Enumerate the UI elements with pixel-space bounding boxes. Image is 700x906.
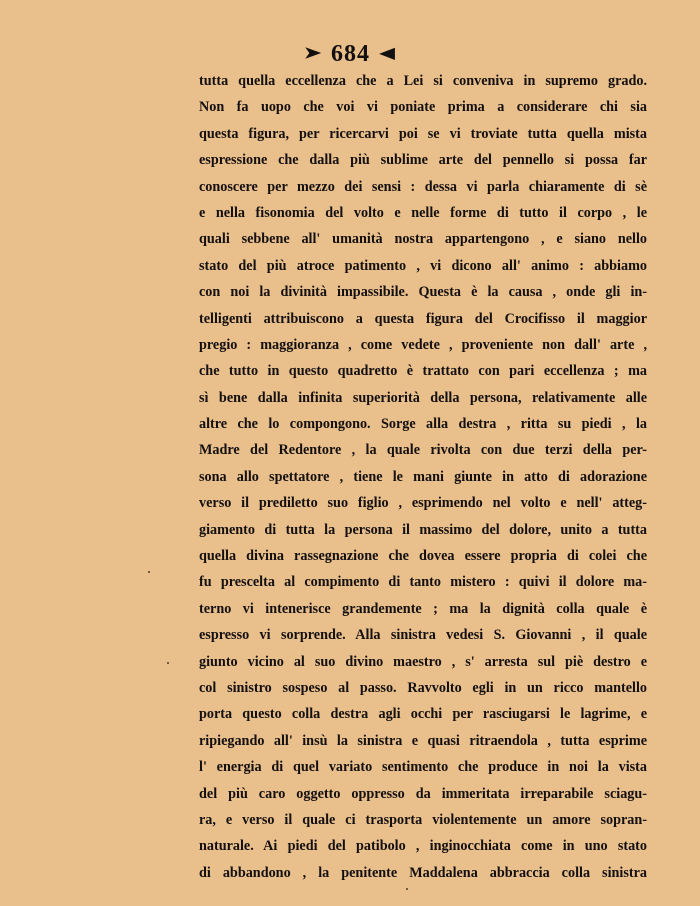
text-line: espresso vi sorprende. Alla sinistra vedesi S. Giovanni , il quale: [199, 627, 647, 644]
text-line: espressione che dalla più sublime arte del pennello si possa far: [199, 152, 647, 169]
text-line: fu prescelta al compimento di tanto mistero : quivi il dolore ma-: [199, 574, 647, 591]
text-line: ra, e verso il quale ci trasporta violentemente un amore sopran-: [199, 811, 647, 828]
text-line: quali sebbene all' umanità nostra appartengono , e siano nello: [199, 231, 647, 248]
text-line: sì bene dalla infinita superiorità della persona, relativamente alle: [199, 389, 647, 406]
text-line: e nella fisonomia del volto e nelle forme di tutto il corpo , le: [199, 204, 647, 221]
left-ornament-icon: ➤: [303, 45, 323, 62]
text-line: tutta quella eccellenza che a Lei si conveniva in supremo grado.: [199, 73, 647, 89]
print-speck: [167, 662, 169, 664]
text-line: verso il prediletto suo figlio , esprimendo nel volto e nell' atteg-: [199, 495, 647, 512]
text-line: naturale. Ai piedi del patibolo , inginocchiata come in uno stato: [199, 838, 647, 855]
text-line: Madre del Redentore , la quale rivolta con due terzi della per-: [199, 442, 647, 459]
text-line: con noi la divinità impassibile. Questa è la causa , onde gli in-: [199, 284, 647, 301]
text-line: pregio : maggioranza , come vedete , proveniente non dall' arte ,: [199, 336, 647, 353]
text-line: giunto vicino al suo divino maestro , s' arresta sul piè destro e: [199, 653, 647, 670]
text-line: di abbandono , la penitente Maddalena abbraccia colla sinistra: [199, 864, 647, 881]
text-line: quella divina rassegnazione che dovea essere propria di colei che: [199, 548, 647, 565]
text-line: altre che lo compongono. Sorge alla destra , ritta su piedi , la: [199, 416, 647, 433]
text-line: questa figura, per ricercarvi poi se vi troviate tutta quella mista: [199, 125, 647, 142]
body-text: [199, 68, 647, 886]
text-line: telligenti attribuiscono a questa figura del Crocifisso il maggior: [199, 310, 647, 327]
page-number: 684: [331, 41, 371, 67]
text-line: sona allo spettatore , tiene le mani giunte in atto di adorazione: [199, 468, 647, 485]
text-line: del più caro oggetto oppresso da immeritata irreparabile sciagu-: [199, 785, 647, 802]
page-header: [0, 40, 700, 68]
print-speck: [406, 888, 408, 890]
text-line: terno vi intenerisce grandemente ; ma la dignità colla quale è: [199, 600, 647, 617]
print-speck: [148, 571, 150, 573]
text-line: stato del più atroce patimento , vi dicono all' animo : abbiamo: [199, 257, 647, 274]
text-line: che tutto in questo quadretto è trattato con pari eccellenza ; ma: [199, 363, 647, 380]
text-line: conoscere per mezzo dei sensi : dessa vi parla chiaramente di sè: [199, 178, 647, 195]
text-line: col sinistro sospeso al passo. Ravvolto egli in un ricco mantello: [199, 679, 647, 696]
text-line: giamento di tutta la persona il massimo del dolore, unito a tutta: [199, 521, 647, 538]
text-line: l' energia di quel variato sentimento che produce in noi la vista: [199, 759, 647, 776]
text-line: ripiegando all' insù la sinistra e quasi ritraendola , tutta esprime: [199, 732, 647, 749]
text-line: Non fa uopo che voi vi poniate prima a considerare chi sia: [199, 99, 647, 116]
text-line: porta questo colla destra agli occhi per rasciugarsi le lagrime, e: [199, 706, 647, 723]
right-ornament-icon: ◀: [379, 45, 397, 62]
